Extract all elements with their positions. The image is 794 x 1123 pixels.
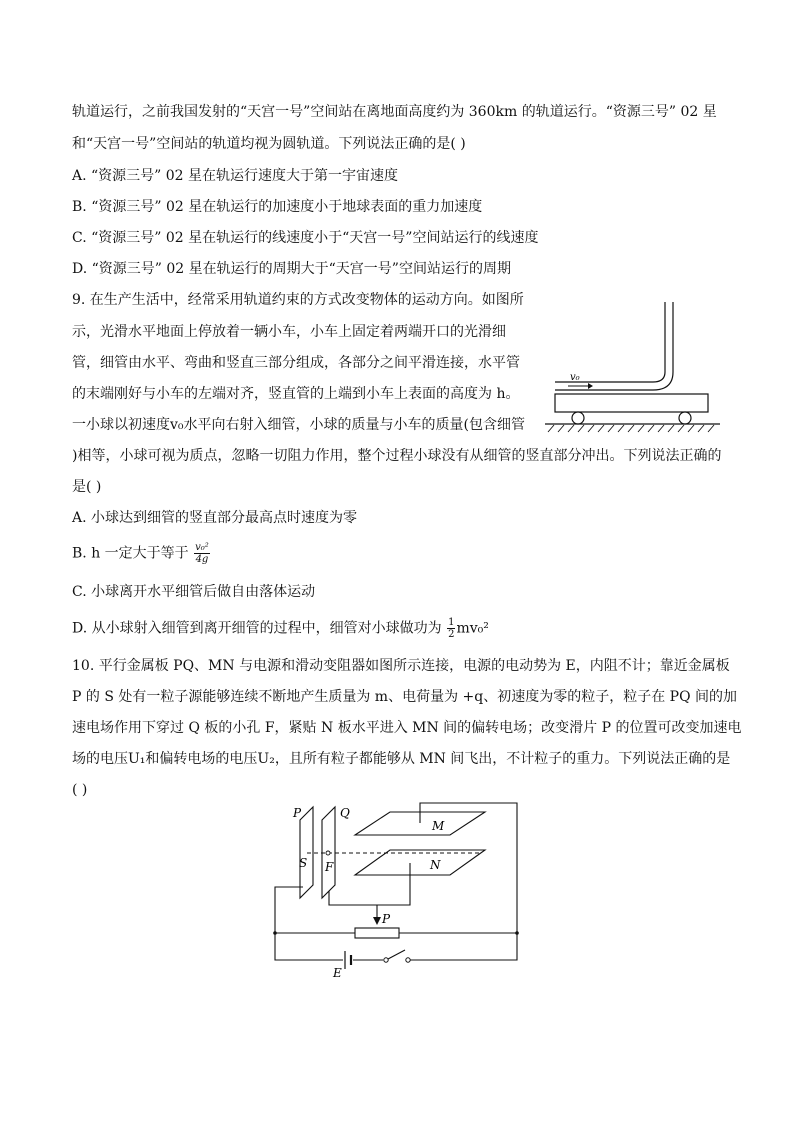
q8-option-a: A. “资源三号” 02 星在轨运行速度大于第一宇宙速度 — [72, 168, 399, 184]
left-wheel — [572, 412, 584, 424]
q8-option-b: B. “资源三号” 02 星在轨运行的加速度小于地球表面的重力加速度 — [72, 199, 483, 215]
q10-circuit-figure — [265, 795, 535, 985]
q9-option-b-fraction — [194, 542, 210, 565]
q9-option-d-text: D. 从小球射入细管到离开细管的过程中，细管对小球做功为 — [72, 620, 442, 637]
right-wheel — [679, 412, 691, 424]
rheostat — [355, 928, 399, 938]
q10-stem-line4: 场的电压U₁和偏转电场的电压U₂，且所有粒子都能够从 MN 间飞出，不计粒子的重力。下列说法正确的是 — [72, 751, 731, 767]
fraction-denominator: 2 — [448, 629, 455, 640]
label-f: F — [325, 860, 334, 874]
label-q: Q — [340, 806, 350, 820]
q9-option-d-fraction — [447, 617, 455, 640]
fraction-numerator: 1 — [448, 617, 455, 628]
q10-stem-line2: P 的 S 处有一粒子源能够连续不断地产生质量为 m、电荷量为 +q、初速度为零的粒子，粒子在 PQ 间的加 — [72, 689, 738, 705]
q9-stem-line1: 9. 在生产生活中，经常采用轨道约束的方式改变物体的运动方向。如图所 — [72, 292, 524, 308]
q9-stem-line3: 管，细管由水平、弯曲和竖直三部分组成，各部分之间平滑连接，水平管 — [72, 355, 520, 371]
fraction-denominator: 4g — [195, 554, 209, 565]
q9-stem-line7: 是( ) — [72, 479, 102, 495]
label-slider-p: P — [382, 912, 391, 926]
q8-option-c: C. “资源三号” 02 星在轨运行的线速度小于“天宫一号”空间站运行的线速度 — [72, 230, 539, 246]
label-m: M — [432, 819, 445, 833]
q9-stem-line6: )相等，小球可视为质点，忽略一切阻力作用，整个过程小球没有从细管的竖直部分冲出。下列说法正确的 — [72, 448, 722, 464]
q9-stem-line2: 示，光滑水平地面上停放着一辆小车，小车上固定着两端开口的光滑细 — [72, 324, 506, 340]
q8-stem-line1: 轨道运行，之前我国发射的“天宫一号”空间站在离地面高度约为 360km 的轨道运行。“资源三号” 02 星 — [72, 104, 717, 120]
q9-option-b — [72, 542, 211, 565]
q8-option-d: D. “资源三号” 02 星在轨运行的周期大于“天宫一号”空间站运行的周期 — [72, 261, 511, 277]
q9-option-b-text: B. h 一定大于等于 — [72, 545, 189, 562]
q9-option-a: A. 小球达到细管的竖直部分最高点时速度为零 — [72, 510, 358, 526]
label-n: N — [430, 858, 441, 872]
q9-option-d-suffix: mv₀² — [456, 620, 489, 637]
q10-stem-line5: ( ) — [72, 782, 88, 798]
label-p: P — [293, 806, 302, 820]
switch-blade — [388, 950, 405, 959]
plate-p — [300, 807, 313, 898]
q9-cart-figure — [540, 300, 725, 440]
q9-option-d — [72, 617, 489, 640]
v0-label: v₀ — [570, 372, 580, 383]
plate-n — [355, 850, 485, 875]
label-s: S — [299, 856, 308, 870]
q8-stem-line2: 和“天宫一号”空间站的轨道均视为圆轨道。下列说法正确的是( ) — [72, 136, 466, 152]
q9-option-c: C. 小球离开水平细管后做自由落体运动 — [72, 584, 316, 600]
q10-stem-line1: 10. 平行金属板 PQ、MN 与电源和滑动变阻器如图所示连接，电源的电动势为 E，内阻不计；靠近金属板 — [72, 658, 730, 674]
q9-stem-line5: 一小球以初速度v₀水平向右射入细管，小球的质量与小车的质量(包含细管 — [72, 417, 525, 433]
label-e: E — [333, 966, 342, 980]
q9-stem-line4: 的末端刚好与小车的左端对齐，竖直管的上端到小车上表面的高度为 h。 — [72, 386, 520, 402]
fraction-numerator: v₀² — [195, 542, 209, 553]
q10-stem-line3: 速电场作用下穿过 Q 板的小孔 F，紧贴 N 板水平进入 MN 间的偏转电场；改变滑片 P 的位置可改变加速电 — [72, 720, 742, 736]
